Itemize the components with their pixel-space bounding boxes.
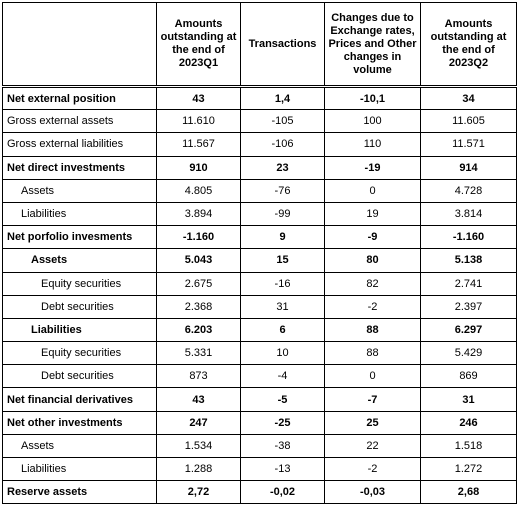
cell-changes: 100 xyxy=(325,110,421,133)
cell-changes: 25 xyxy=(325,411,421,434)
header-row xyxy=(3,3,517,87)
row-label: Net financial derivatives xyxy=(3,388,157,411)
header-transactions: Transactions xyxy=(241,3,325,87)
row-label: Equity securities xyxy=(3,272,157,295)
cell-changes: -2 xyxy=(325,458,421,481)
cell-q2: 914 xyxy=(421,156,517,179)
cell-changes: -19 xyxy=(325,156,421,179)
cell-q1: 1.534 xyxy=(157,434,241,457)
table-row xyxy=(3,87,517,110)
cell-q2: 2.741 xyxy=(421,272,517,295)
cell-q2: 5.138 xyxy=(421,249,517,272)
cell-q1: 43 xyxy=(157,87,241,110)
cell-transactions: -4 xyxy=(241,365,325,388)
cell-q2: 11.605 xyxy=(421,110,517,133)
table-row xyxy=(3,388,517,411)
cell-q2: 869 xyxy=(421,365,517,388)
table-row xyxy=(3,202,517,225)
cell-transactions: 1,4 xyxy=(241,87,325,110)
cell-changes: 0 xyxy=(325,179,421,202)
cell-q2: 2.397 xyxy=(421,295,517,318)
cell-transactions: 23 xyxy=(241,156,325,179)
cell-changes: 19 xyxy=(325,202,421,225)
cell-transactions: -13 xyxy=(241,458,325,481)
table-row xyxy=(3,179,517,202)
cell-transactions: 10 xyxy=(241,342,325,365)
cell-q2: 3.814 xyxy=(421,202,517,225)
table-row xyxy=(3,226,517,249)
cell-q1: 873 xyxy=(157,365,241,388)
cell-changes: -9 xyxy=(325,226,421,249)
cell-changes: 22 xyxy=(325,434,421,457)
cell-q2: 6.297 xyxy=(421,318,517,341)
cell-transactions: 31 xyxy=(241,295,325,318)
cell-q2: -1.160 xyxy=(421,226,517,249)
row-label: Net direct investments xyxy=(3,156,157,179)
cell-changes: -10,1 xyxy=(325,87,421,110)
cell-transactions: 6 xyxy=(241,318,325,341)
row-label: Net other investments xyxy=(3,411,157,434)
cell-q1: 3.894 xyxy=(157,202,241,225)
cell-changes: 110 xyxy=(325,133,421,156)
cell-transactions: -25 xyxy=(241,411,325,434)
cell-transactions: -105 xyxy=(241,110,325,133)
row-label: Gross external liabilities xyxy=(3,133,157,156)
table-row xyxy=(3,156,517,179)
table-row xyxy=(3,318,517,341)
cell-q2: 1.272 xyxy=(421,458,517,481)
row-label: Assets xyxy=(3,179,157,202)
cell-q1: 6.203 xyxy=(157,318,241,341)
table-row xyxy=(3,365,517,388)
cell-transactions: 9 xyxy=(241,226,325,249)
row-label: Assets xyxy=(3,434,157,457)
cell-q1: 4.805 xyxy=(157,179,241,202)
cell-transactions: -0,02 xyxy=(241,481,325,504)
cell-transactions: -38 xyxy=(241,434,325,457)
cell-transactions: -99 xyxy=(241,202,325,225)
cell-q2: 1.518 xyxy=(421,434,517,457)
cell-changes: -7 xyxy=(325,388,421,411)
table-row xyxy=(3,249,517,272)
table-row xyxy=(3,411,517,434)
cell-q2: 31 xyxy=(421,388,517,411)
cell-changes: -0,03 xyxy=(325,481,421,504)
table-row xyxy=(3,272,517,295)
cell-q1: 910 xyxy=(157,156,241,179)
cell-q1: 5.043 xyxy=(157,249,241,272)
row-label: Net porfolio invesments xyxy=(3,226,157,249)
cell-q1: 43 xyxy=(157,388,241,411)
table-row xyxy=(3,434,517,457)
cell-changes: 82 xyxy=(325,272,421,295)
cell-transactions: -5 xyxy=(241,388,325,411)
row-label: Liabilities xyxy=(3,318,157,341)
cell-q2: 5.429 xyxy=(421,342,517,365)
header-blank xyxy=(3,3,157,87)
cell-transactions: -76 xyxy=(241,179,325,202)
cell-q1: 2,72 xyxy=(157,481,241,504)
cell-transactions: 15 xyxy=(241,249,325,272)
header-q2: Amounts outstanding at the end of 2023Q2 xyxy=(421,3,517,87)
cell-transactions: -106 xyxy=(241,133,325,156)
cell-q1: 2.675 xyxy=(157,272,241,295)
cell-changes: -2 xyxy=(325,295,421,318)
row-label: Liabilities xyxy=(3,458,157,481)
row-label: Debt securities xyxy=(3,295,157,318)
cell-q1: -1.160 xyxy=(157,226,241,249)
cell-q2: 4.728 xyxy=(421,179,517,202)
external-position-table xyxy=(2,2,517,504)
row-label: Gross external assets xyxy=(3,110,157,133)
cell-changes: 80 xyxy=(325,249,421,272)
table-row xyxy=(3,295,517,318)
table-row xyxy=(3,342,517,365)
row-label: Assets xyxy=(3,249,157,272)
cell-changes: 0 xyxy=(325,365,421,388)
cell-q1: 247 xyxy=(157,411,241,434)
cell-changes: 88 xyxy=(325,342,421,365)
cell-q2: 2,68 xyxy=(421,481,517,504)
table-row xyxy=(3,458,517,481)
table-row xyxy=(3,110,517,133)
row-label: Liabilities xyxy=(3,202,157,225)
cell-q2: 11.571 xyxy=(421,133,517,156)
cell-q1: 1.288 xyxy=(157,458,241,481)
row-label: Reserve assets xyxy=(3,481,157,504)
table-row xyxy=(3,481,517,504)
cell-q1: 11.610 xyxy=(157,110,241,133)
cell-q2: 246 xyxy=(421,411,517,434)
cell-transactions: -16 xyxy=(241,272,325,295)
table-row xyxy=(3,133,517,156)
row-label: Net external position xyxy=(3,87,157,110)
cell-q1: 2.368 xyxy=(157,295,241,318)
row-label: Equity securities xyxy=(3,342,157,365)
cell-q2: 34 xyxy=(421,87,517,110)
header-q1: Amounts outstanding at the end of 2023Q1 xyxy=(157,3,241,87)
cell-q1: 11.567 xyxy=(157,133,241,156)
cell-q1: 5.331 xyxy=(157,342,241,365)
header-changes: Changes due to Exchange rates, Prices and Other changes in volume xyxy=(325,3,421,87)
cell-changes: 88 xyxy=(325,318,421,341)
row-label: Debt securities xyxy=(3,365,157,388)
